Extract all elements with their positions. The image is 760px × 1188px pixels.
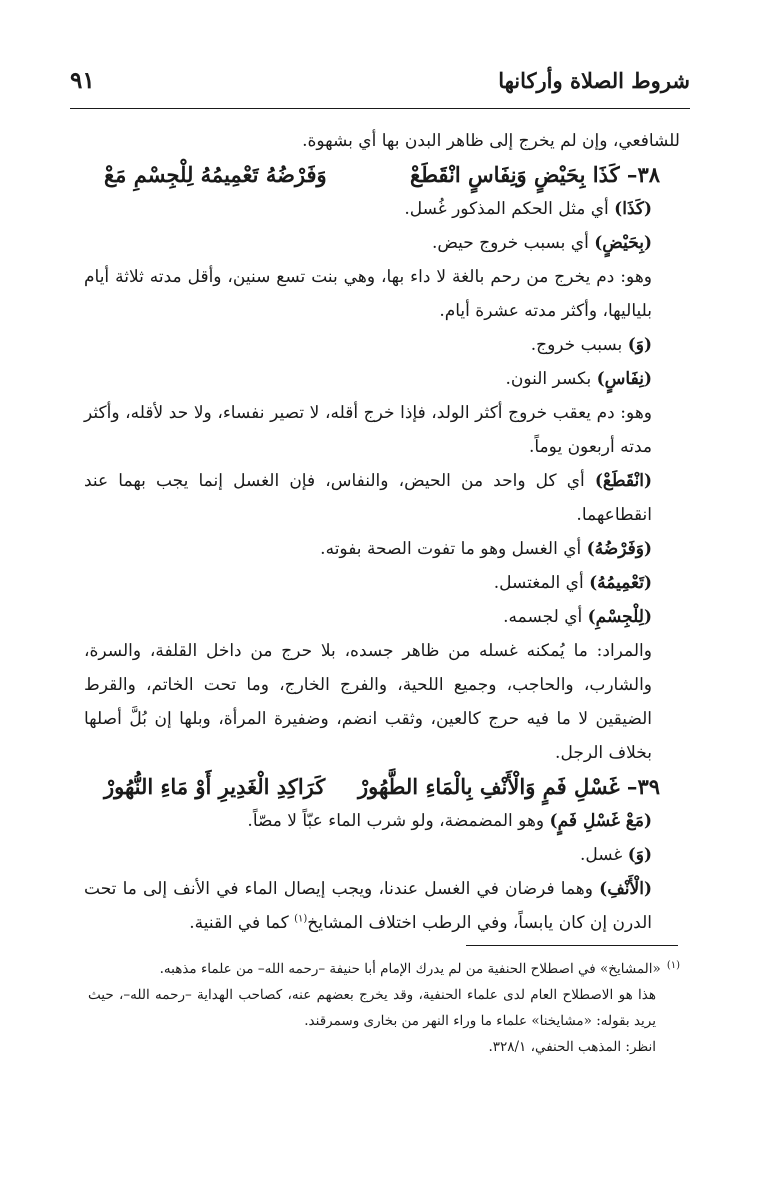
footnote-text: انظر: المذهب الحنفي، ٣٢٨/١.	[488, 1039, 656, 1055]
paragraph: والمراد: ما يُمكنه غسله من ظاهر جسده، بلا حرج من داخل القلفة، والسرة، والشارب، والحاجب، وجميع اللحية، والفرج الخارج، وما تحت الخاتم، والقرط الضيقين لا ما فيه حرج كالعين، وثقب انضم، وضفيرة المرأة، وبلها إن بُلَّ أصلها بخلاف الرجل.	[84, 641, 652, 763]
commentary-line	[84, 362, 680, 396]
term: (تَعْمِيمُهُ)	[589, 573, 652, 593]
verse-39-first-hemistich: ٣٩– غَسْلِ فَمٍ وَالْأَنْفِ بِالْمَاءِ الطَّهُورْ	[358, 774, 660, 799]
term: (وَفَرْضُهُ)	[586, 539, 652, 559]
commentary-text: بكسر النون.	[505, 369, 597, 389]
term: (انْقَطَعْ)	[594, 471, 652, 491]
commentary-text: أي بسبب خروج حيض.	[431, 233, 595, 253]
term: (كَذَا)	[614, 199, 652, 219]
commentary-line	[84, 226, 680, 260]
commentary-text: أي مثل الحكم المذكور غُسل.	[404, 199, 615, 219]
commentary-line	[84, 328, 680, 362]
footnote-text: هذا هو الاصطلاح العام لدى علماء الحنفية، وقد يخرج بعضهم عنه، كصاحب الهداية –رحمه الله–، حيث يريد بقوله: «مشايخنا» علماء ما وراء النهر من بخارى وسمرقند.	[88, 987, 656, 1029]
header-rule	[70, 108, 690, 109]
term: (الْأَنْفِ)	[599, 879, 652, 899]
commentary-text: بسبب خروج.	[530, 335, 628, 355]
commentary-line	[84, 532, 680, 566]
verse-38	[84, 158, 680, 192]
commentary-line	[84, 600, 680, 634]
paragraph: وهو: دم يعقب خروج أكثر الولد، فإذا خرج أقله، لا تصير نفساء، ولا حد لأقله، وأكثر مدته أربعون يوماً.	[84, 403, 652, 457]
footnote-marker: (١)	[666, 959, 680, 971]
commentary-text: أي الغسل وهو ما تفوت الصحة بفوته.	[320, 539, 587, 559]
commentary-line	[84, 804, 680, 838]
footnotes	[88, 956, 680, 1060]
verse-38-second-hemistich: وَفَرْضُهُ تَعْمِيمُهُ لِلْجِسْمِ مَعْ	[104, 162, 327, 187]
page-header	[70, 62, 690, 98]
footnote-text: «المشايخ» في اصطلاح الحنفية من لم يدرك الإمام أبا حنيفة –رحمه الله– من علماء مذهبه.	[159, 961, 661, 977]
term: (وَ)	[627, 845, 652, 865]
footnote-rule	[466, 945, 678, 946]
running-title: شروط الصلاة وأركانها	[498, 67, 690, 93]
footnote	[88, 956, 680, 982]
term: (لِلْجِسْمِ)	[587, 607, 652, 627]
commentary-line	[84, 566, 680, 600]
term: (نِفَاسٍ)	[596, 369, 652, 389]
verse-39-second-hemistich: كَرَاكِدِ الْغَدِيرِ أَوْ مَاءِ النُّهُورْ	[104, 774, 326, 799]
commentary-text: أي المغتسل.	[493, 573, 590, 593]
commentary-text: وهما فرضان في الغسل عندنا، ويجب إيصال الماء في الأنف إلى ما تحت الدرن إن كان يابساً، وفي الرطب اختلاف المشايخ	[84, 879, 652, 933]
term: (وَ)	[627, 335, 652, 355]
verse-39	[84, 770, 680, 804]
paragraph: وهو: دم يخرج من رحم بالغة لا داء بها، وهي بنت تسع سنين، وأقل مدته ثلاثة أيام بلياليها، وأكثر مدته عشرة أيام.	[84, 267, 652, 321]
footnote-reference[interactable]: (١)	[294, 913, 308, 925]
verse-38-first-hemistich: ٣٨– كَذَا بِحَيْضٍ وَنِفَاسٍ انْقَطَعْ	[410, 162, 660, 187]
term: (مَعْ غَسْلِ فَمٍ)	[549, 811, 652, 831]
commentary-text: أي لجسمه.	[503, 607, 588, 627]
page-number: ٩١	[70, 66, 95, 94]
commentary-text: غسل.	[579, 845, 628, 865]
commentary-text: أي كل واحد من الحيض، والنفاس، فإن الغسل إنما يجب بهما عند انقطاعهما.	[84, 471, 652, 525]
commentary-line	[84, 838, 680, 872]
term: (بِحَيْضٍ)	[594, 233, 652, 253]
commentary-line	[84, 192, 680, 226]
paragraph: للشافعي، وإن لم يخرج إلى ظاهر البدن بها أي بشهوة.	[302, 131, 680, 151]
commentary-text: وهو المضمضة، ولو شرب الماء عبّاً لا مصّاً.	[247, 811, 550, 831]
commentary-text: كما في القنية.	[189, 913, 295, 933]
main-text	[84, 124, 680, 940]
commentary-line	[84, 464, 680, 532]
commentary-line	[84, 872, 680, 940]
